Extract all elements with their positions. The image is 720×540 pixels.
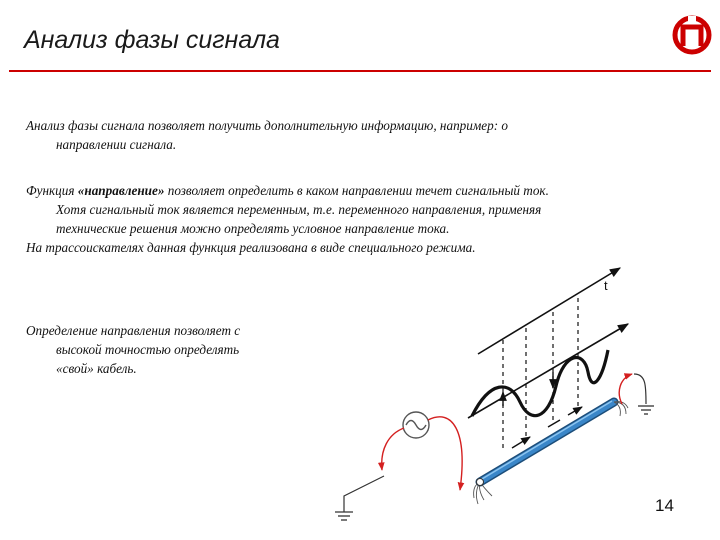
conclusion-line-3: «свой» кабель. <box>56 361 137 376</box>
cable-left-connector <box>477 479 484 486</box>
generator-to-ground-wire <box>382 428 404 470</box>
cable-right-strands <box>614 402 628 416</box>
function-line-1: позволяет определить в каком направлении течет сигнальный ток. <box>164 183 549 198</box>
function-name: «направление» <box>77 183 165 198</box>
intro-line-1: Анализ фазы сигнала позволяет получить дополнительную информацию, например: о <box>26 118 508 133</box>
function-line-2: Хотя сигнальный ток является переменным, т.е. переменного направления, применяя <box>56 202 542 217</box>
right-ground-wire <box>619 374 632 404</box>
ac-generator-icon <box>403 412 429 438</box>
intro-line-2: направлении сигнала. <box>56 137 177 152</box>
left-ground-icon <box>335 512 353 520</box>
cable <box>480 401 614 482</box>
conclusion-line-2: высокой точностью определять <box>56 342 240 357</box>
time-axis-label: t <box>604 278 608 293</box>
function-prefix: Функция <box>26 183 78 198</box>
page-title: Анализ фазы сигнала <box>24 26 280 54</box>
page-number: 14 <box>655 496 674 515</box>
function-line-4: На трассоискателях данная функция реализована в виде специального режима. <box>26 240 476 255</box>
right-ground-icon <box>638 406 654 414</box>
generator-to-cable-wire <box>428 417 462 490</box>
function-line-3: технические решения можно определять условное направление тока. <box>56 221 450 236</box>
signal-waveform <box>472 350 608 416</box>
conclusion-line-1: Определение направления позволяет с <box>26 323 241 338</box>
cable-left-strands <box>474 482 492 504</box>
left-ground-lead <box>344 476 384 512</box>
right-ground-lead <box>634 374 646 404</box>
